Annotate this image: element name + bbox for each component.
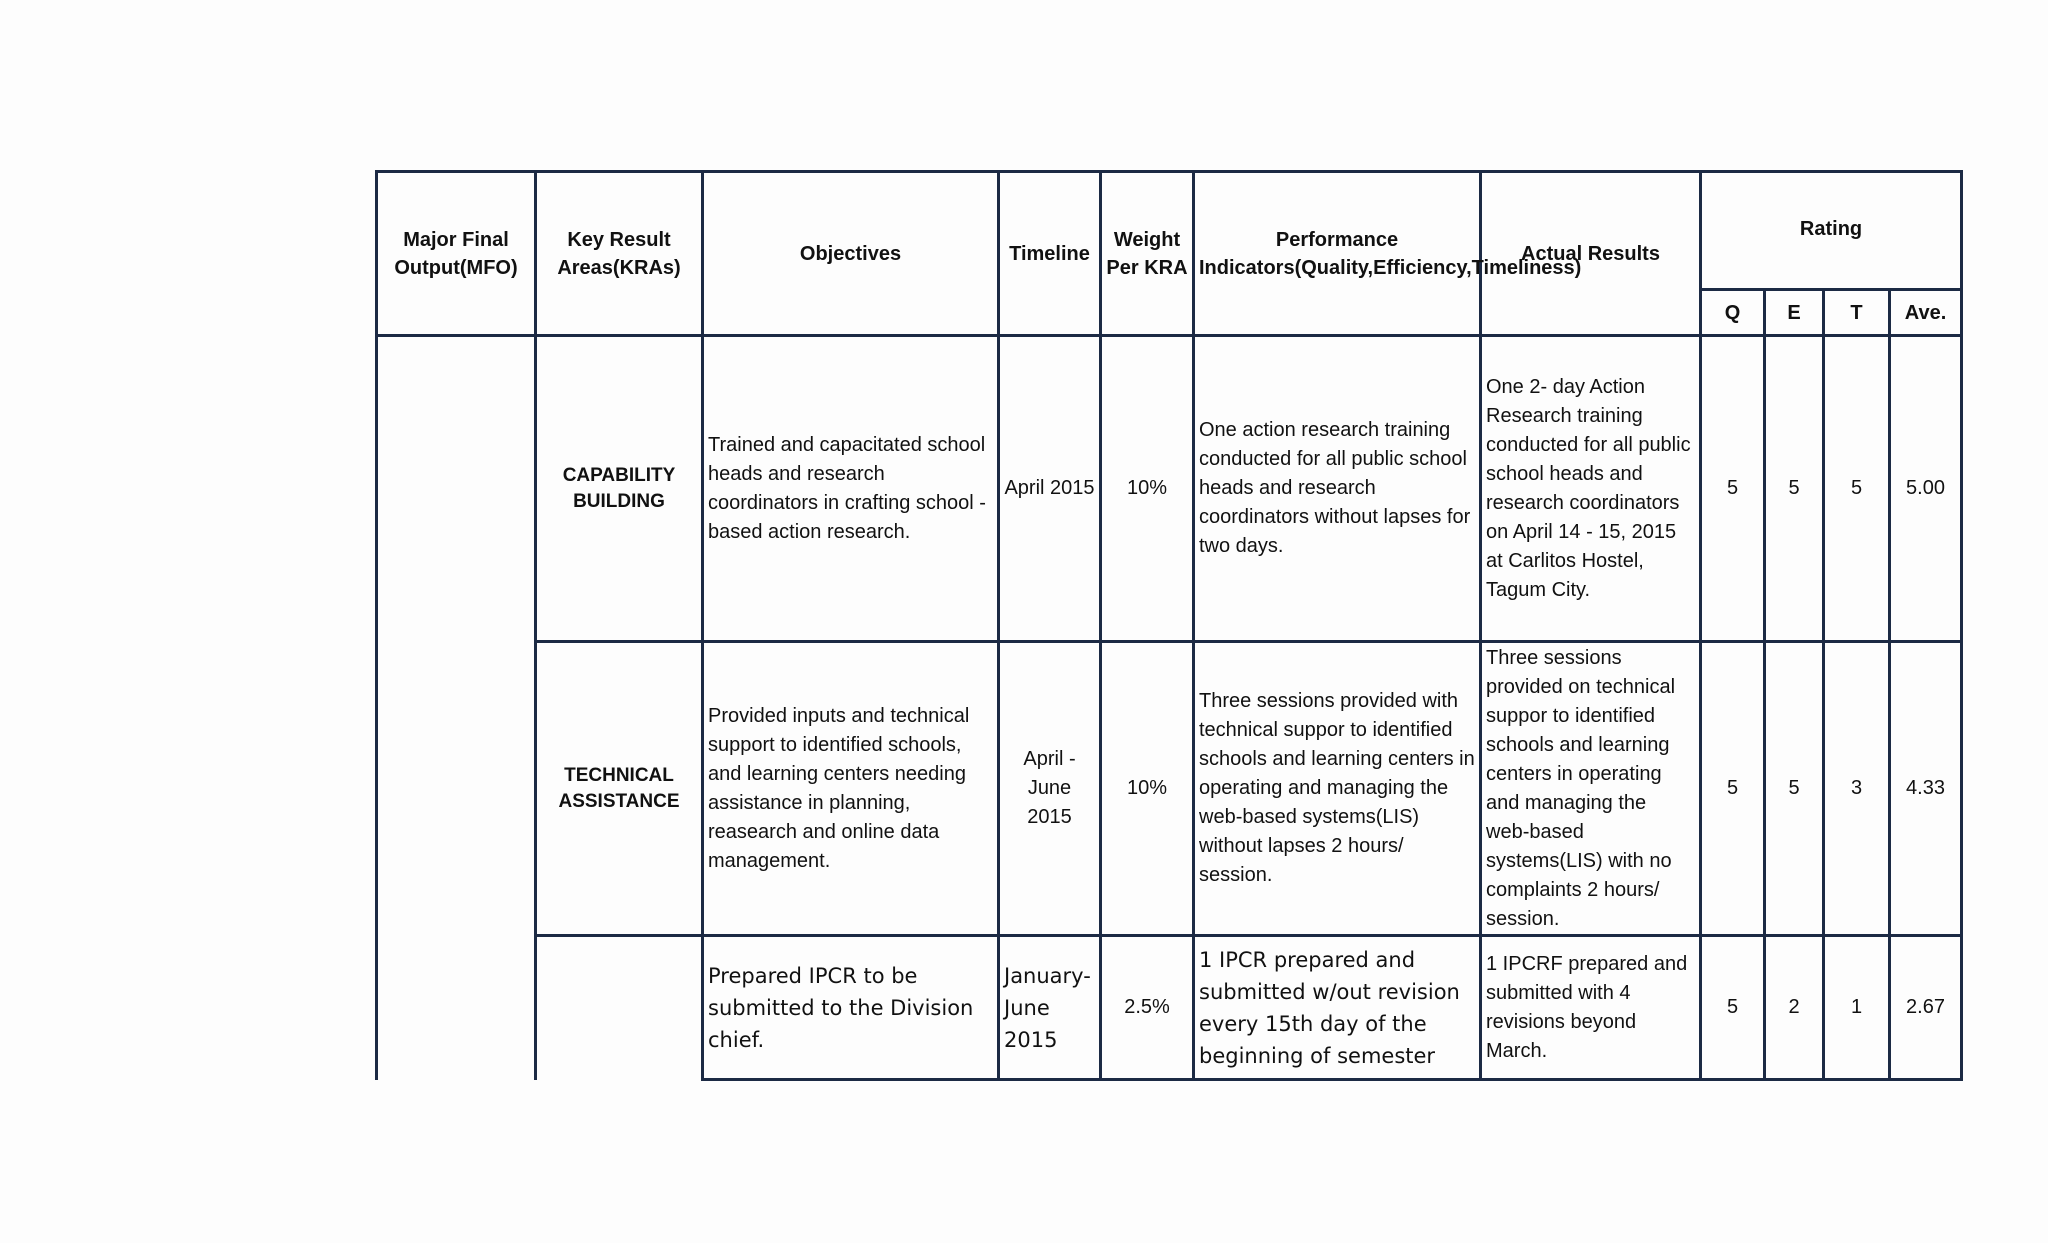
indicator-cell: One action research training conducted for all public school heads and research coordinators without lapses for two days.: [1194, 336, 1481, 642]
rating-e-cell: 5: [1765, 336, 1824, 642]
header-kra: Key Result Areas(KRAs): [536, 172, 703, 336]
header-timeline: Timeline: [999, 172, 1101, 336]
header-weight: Weight Per KRA: [1101, 172, 1194, 336]
mfo-cell: [377, 336, 536, 1080]
objective-cell: Provided inputs and technical support to identified schools, and learning centers needing assistance in planning, reasearch and online data management.: [703, 642, 999, 936]
actual-result-cell: One 2- day Action Research training conducted for all public school heads and research coordinators on April 14 - 15, 2015 at Carlitos Hostel, Tagum City.: [1481, 336, 1701, 642]
header-rating: Rating: [1701, 172, 1962, 290]
rating-t-cell: 1: [1824, 936, 1890, 1080]
table-row: [377, 936, 1962, 1080]
objective-cell: Trained and capacitated school heads and research coordinators in crafting school - based action research.: [703, 336, 999, 642]
kra-cell: TECHNICAL ASSISTANCE: [536, 642, 703, 936]
header-indicators: Performance Indicators(Quality,Efficiency,Timeliness): [1194, 172, 1481, 336]
weight-cell: 10%: [1101, 642, 1194, 936]
rating-q-cell: 5: [1701, 336, 1765, 642]
kra-cell: CAPABILITY BUILDING: [536, 336, 703, 642]
rating-t-cell: 5: [1824, 336, 1890, 642]
timeline-cell: April 2015: [999, 336, 1101, 642]
header-rating-t: T: [1824, 290, 1890, 336]
ipcr-table: [375, 170, 1963, 1081]
weight-cell: 2.5%: [1101, 936, 1194, 1080]
indicator-cell: Three sessions provided with technical suppor to identified schools and learning centers in operating and managing the web-based systems(LIS) without lapses 2 hours/ session.: [1194, 642, 1481, 936]
header-actual-results: Actual Results: [1481, 172, 1701, 336]
actual-result-cell: 1 IPCRF prepared and submitted with 4 revisions beyond March.: [1481, 936, 1701, 1080]
table-row: [377, 642, 1962, 936]
header-rating-e: E: [1765, 290, 1824, 336]
header-rating-ave: Ave.: [1890, 290, 1962, 336]
kra-cell: [536, 936, 703, 1080]
indicator-cell: 1 IPCR prepared and submitted w/out revision every 15th day of the beginning of semester: [1194, 936, 1481, 1080]
rating-q-cell: 5: [1701, 936, 1765, 1080]
header-objectives: Objectives: [703, 172, 999, 336]
objective-cell: Prepared IPCR to be submitted to the Division chief.: [703, 936, 999, 1080]
actual-result-cell: Three sessions provided on technical suppor to identified schools and learning centers in operating and managing the web-based systems(LIS) with no complaints 2 hours/ session.: [1481, 642, 1701, 936]
rating-ave-cell: 5.00: [1890, 336, 1962, 642]
table-row: [377, 336, 1962, 642]
rating-ave-cell: 4.33: [1890, 642, 1962, 936]
header-mfo: Major Final Output(MFO): [377, 172, 536, 336]
rating-e-cell: 5: [1765, 642, 1824, 936]
rating-q-cell: 5: [1701, 642, 1765, 936]
rating-ave-cell: 2.67: [1890, 936, 1962, 1080]
weight-cell: 10%: [1101, 336, 1194, 642]
timeline-cell: January-June 2015: [999, 936, 1101, 1080]
timeline-cell: April - June 2015: [999, 642, 1101, 936]
rating-e-cell: 2: [1765, 936, 1824, 1080]
rating-t-cell: 3: [1824, 642, 1890, 936]
header-rating-q: Q: [1701, 290, 1765, 336]
